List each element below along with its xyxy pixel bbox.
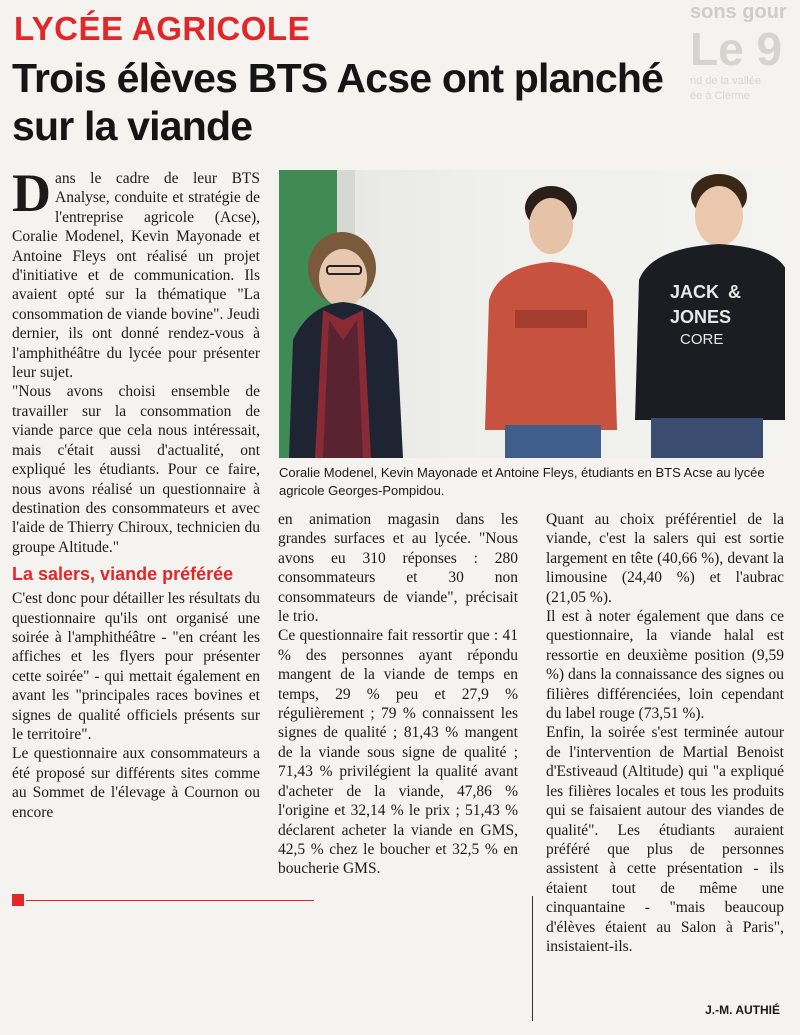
shirt-print-amp: & [728, 282, 741, 302]
ghost-small-line: nd de la vallée [690, 75, 761, 87]
person-left [289, 232, 403, 458]
subheading: La salers, viande préférée [12, 564, 234, 585]
paragraph: Dans le cadre de leur BTS Analyse, conduite et stratégie de l'entreprise agricole (Acse), Coralie Modenel, Kevin Mayonade et Antoine Fleys ont réalisé un projet d'initiative et de communication. Ils avaient opté sur la thématique "La consommation de viande bovine". Jeudi dernier, ils ont donné rendez-vous à l'amphithéâtre du lycée pour présenter leur sujet. [12, 163, 260, 382]
paragraph: Il est à noter également que dans ce questionnaire, la viande halal est ressortie en deuxième position (9,59 %) dans la connaissance des signes ou filières différenciées, loin cependant du label rouge (73,51 %). [546, 608, 784, 723]
paragraph: C'est donc pour détailler les résultats du questionnaire qu'ils ont organisé une soirée à l'amphithéâtre - "en créant les affiches et les flyers pour présenter cette soirée" - qui mettait également en avant les "principales races bovines et signes de qualité officiels présents sur le territoire". [12, 590, 260, 743]
author-byline: J.-M. AUTHIÉ [705, 1003, 780, 1017]
ghost-big-text: Le 9 [690, 23, 783, 75]
ghost-line: sons gour [690, 1, 787, 23]
person-middle [485, 186, 617, 458]
paragraph: Le questionnaire aux consommateurs a été proposé sur différents sites comme au Sommet de l'élevage à Cournon ou encore [12, 745, 260, 821]
students-illustration [279, 170, 785, 458]
photo-caption: Coralie Modenel, Kevin Mayonade et Antoine Fleys, étudiants en BTS Acse au lycée agricole Georges-Pompidou. [279, 465, 765, 498]
paragraph: Ce questionnaire fait ressortir que : 41 % des personnes ayant répondu mangent de la viande de temps en temps, 29 % peu et 27,9 % régulièrement ; 79 % connaissent les signes de qualité ; 81,43 % mangent de la viande sous signe de qualité ; 71,43 % privilégient la qualité avant d'acheter de la viande, 47,86 % l'origine et 32,14 % le prix ; 51,43 % déclarent acheter la viande en GMS, 42,5 % chez le boucher et 32,5 % en boucherie GMS. [278, 627, 518, 878]
column-1 [12, 163, 260, 822]
person-right [635, 174, 785, 458]
dropcap: D [12, 163, 51, 223]
column-3 [546, 510, 784, 956]
article-photo [279, 170, 785, 458]
ghost-small-line: ée à Clerme [690, 90, 750, 102]
paragraph: Enfin, la soirée s'est terminée autour de l'intervention de Martial Benoist d'Estiveaud (Altitude) qui "a expliqué les filières locales et tous les produits qui se faisaient autour des viandes de qualité". Les étudiants auraient préféré que plus de personnes assistent à cette présentation - ils étaient tout de même une cinquantaine - "mais beaucoup d'élèves étaient au Salon à Paris", insistaient-ils. [546, 724, 784, 955]
paragraph: en animation magasin dans les grandes surfaces et au lycée. "Nous avons eu 310 réponses : 280 consommateurs et 30 non consommateurs de viande", précisait le trio. [278, 511, 518, 626]
end-marker-square [12, 894, 24, 906]
adjacent-article-ghost [690, 0, 800, 150]
paragraph: Quant au choix préférentiel de la viande, c'est la salers qui est sortie largement en tête (40,66 %), devant la limousine (24,40 %) et l'aubrac (21,05 %). [546, 511, 784, 606]
shirt-print-line: JONES [670, 307, 732, 327]
section-kicker: LYCÉE AGRICOLE [14, 10, 311, 47]
paragraph: "Nous avons choisi ensemble de travailler sur la consommation de viande parce que cela nous intéressait, mais c'était aussi d'actualité, ont expliqué les étudiants. Pour ce faire, nous avons réalisé un questionnaire à destination des consommateurs et avec l'aide de Thierry Chiroux, technicien du groupe Altitude." [12, 383, 260, 556]
shirt-print-line: JACK [670, 282, 720, 302]
headline: Trois élèves BTS Acse ont planché sur la viande [12, 55, 664, 149]
column-divider [532, 896, 533, 1021]
end-rule-line [26, 900, 314, 901]
shirt-print-line: CORE [680, 331, 724, 348]
column-2 [278, 510, 518, 879]
